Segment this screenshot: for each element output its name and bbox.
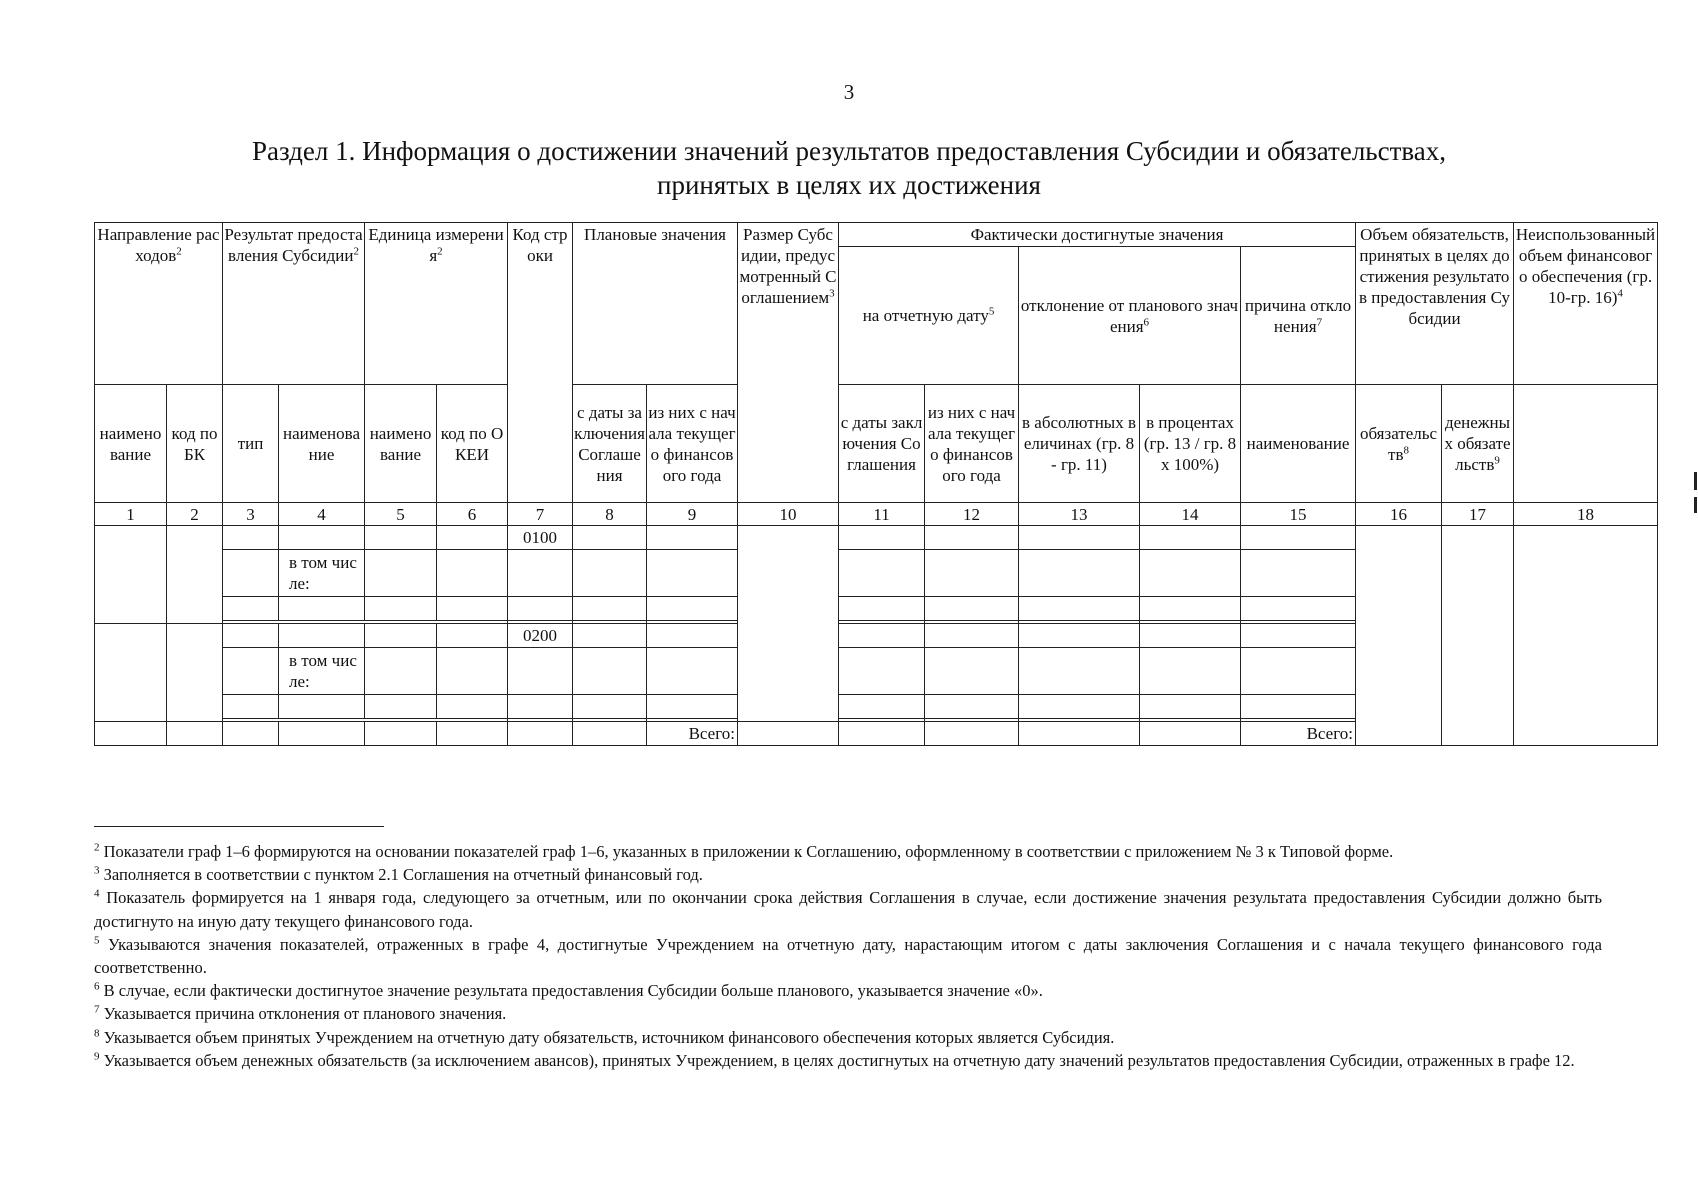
header-napravlenie: Направление расходов$^2$: [95, 223, 223, 385]
table-cell: [738, 526, 839, 722]
table-cell: [839, 597, 925, 621]
header-planovye: Плановые значения: [573, 223, 738, 385]
table-cell: [167, 526, 223, 624]
table-cell: [647, 597, 738, 621]
table-cell: [279, 722, 365, 746]
table-cell: [279, 597, 365, 621]
table-cell: [167, 722, 223, 746]
table-cell: [508, 550, 573, 597]
table-cell: [1241, 695, 1356, 719]
table-cell: [1140, 597, 1241, 621]
header-fakticheski: Фактически достигнутые значения: [839, 223, 1356, 247]
header-kod-stroki: Код строки: [508, 223, 573, 503]
table-cell: [167, 624, 223, 722]
table-cell: [839, 526, 925, 550]
table-cell: [839, 550, 925, 597]
table-cell: [1140, 526, 1241, 550]
header-obem: Объем обязательств, принятых в целях достижения результатов предоставления Субсидии: [1356, 223, 1514, 385]
footnote-6: $^6$ В случае, если фактически достигнутое значение результата предоставления Субсидии больше планового, указывается значение «0».: [94, 980, 1043, 1001]
column-number: 12: [925, 503, 1019, 526]
header-edinica: Единица измерения$^2$: [365, 223, 508, 385]
table-cell: [365, 722, 437, 746]
subheader-kod-bk: код по БК: [167, 385, 223, 503]
column-number: 13: [1019, 503, 1140, 526]
header-prichina: причина отклонения$^7$: [1241, 247, 1356, 385]
table-cell: [925, 722, 1019, 746]
table-cell: [1019, 722, 1140, 746]
column-number: 14: [1140, 503, 1241, 526]
subheader-naimenovanie: наименование: [1241, 385, 1356, 503]
table-cell: [573, 526, 647, 550]
v-tom-chisle-label: в том числе:: [279, 550, 365, 597]
table-cell: [365, 550, 437, 597]
subheader-naimenovanie: наименование: [365, 385, 437, 503]
column-number: 16: [1356, 503, 1442, 526]
footnote-4: $^4$ Показатель формируется на 1 января года, следующего за отчетным, или по окончании срока действия Соглашения в случае, если достижение значения результата предоставления Субсидии должно быть достигнуто на иную дату текущего финансового года.: [94, 887, 1603, 931]
table-cell: [223, 526, 279, 550]
header-na-otchetnuyu-datu: на отчетную дату$^5$: [839, 247, 1019, 385]
table-cell: [1019, 624, 1140, 648]
column-number: 5: [365, 503, 437, 526]
footnote-mark-8: 8: [1403, 443, 1409, 456]
subheader-s-daty-zaklyucheniya: с даты заключения Соглашения: [573, 385, 647, 503]
footnote-3: $^3$ Заполняется в соответствии с пунктом 2.1 Соглашения на отчетный финансовый год.: [94, 864, 703, 885]
scan-edge-mark: [1694, 472, 1697, 490]
table-cell: [95, 526, 167, 624]
table-cell: [1241, 624, 1356, 648]
table-cell: [1442, 526, 1514, 746]
section-title: [150, 134, 1548, 202]
table-cell: [365, 526, 437, 550]
subheader-tip: тип: [223, 385, 279, 503]
table-cell: [1241, 648, 1356, 695]
table-cell: [839, 722, 925, 746]
header-otklonenie: отклонение от планового значения$^6$: [1019, 247, 1241, 385]
table-cell: [647, 624, 738, 648]
table-cell: [1019, 550, 1140, 597]
table-cell: [1241, 550, 1356, 597]
table-cell: [508, 597, 573, 621]
table-cell: [1140, 722, 1241, 746]
column-number: 17: [1442, 503, 1514, 526]
footnote-mark-2: 2: [437, 245, 443, 258]
table-cell: [738, 722, 839, 746]
table-cell: [365, 695, 437, 719]
table-cell: [573, 648, 647, 695]
table-cell: [1140, 550, 1241, 597]
table-cell: [437, 722, 508, 746]
table-cell: [508, 695, 573, 719]
table-cell: [1019, 597, 1140, 621]
table-cell: [925, 695, 1019, 719]
subheader-absolyutnye: в абсолютных величинах (гр. 8 - гр. 11): [1019, 385, 1140, 503]
row-code-0200: 0200: [508, 624, 573, 648]
column-number: 11: [839, 503, 925, 526]
table-cell: [279, 526, 365, 550]
table-cell: [279, 624, 365, 648]
footnote-8: $^8$ Указывается объем принятых Учреждением на отчетную дату обязательств, источником финансового обеспечения которых является Субсидия.: [94, 1027, 1115, 1047]
table-cell: [223, 695, 279, 719]
subheader-obyazatelstv: обязательств$^8$: [1356, 385, 1442, 503]
vsego-label: Всего:: [647, 722, 738, 746]
table-cell: [437, 624, 508, 648]
vsego-label: Всего:: [1241, 722, 1356, 746]
subheader-iz-nih: из них с начала текущего финансового года: [925, 385, 1019, 503]
table-cell: [223, 722, 279, 746]
table-cell: [365, 597, 437, 621]
table-cell: [925, 597, 1019, 621]
footnote-mark-2: 2: [353, 245, 359, 258]
section-title-line-2: принятых в целях их достижения: [657, 170, 1041, 200]
column-number: 18: [1514, 503, 1658, 526]
subheader-procenty: в процентах (гр. 13 / гр. 8 x 100%): [1140, 385, 1241, 503]
v-tom-chisle-label: в том числе:: [279, 648, 365, 695]
table-cell: [95, 722, 167, 746]
section-title-line-1: Раздел 1. Информация о достижении значений результатов предоставления Субсидии и обязательствах,: [251, 136, 1447, 166]
scan-edge-mark: [1694, 497, 1697, 513]
table-cell: [95, 624, 167, 722]
table-cell: [647, 550, 738, 597]
table-cell: [1019, 526, 1140, 550]
table-cell: [365, 624, 437, 648]
column-number: 15: [1241, 503, 1356, 526]
subheader-s-daty-zaklyucheniya: с даты заключения Соглашения: [839, 385, 925, 503]
results-table: [94, 222, 1658, 746]
page-number: 3: [843, 80, 855, 104]
table-cell: [1514, 526, 1658, 746]
header-neispolzovanny: Неиспользованный объем финансового обеспечения (гр. 10-гр. 16)$^4$: [1514, 223, 1658, 385]
table-cell: [1241, 597, 1356, 621]
table-cell: [223, 550, 279, 597]
table-cell: [437, 648, 508, 695]
table-cell: [573, 597, 647, 621]
table-cell: [223, 648, 279, 695]
column-number: 6: [437, 503, 508, 526]
table-cell: [223, 597, 279, 621]
footnote-2: $^2$ Показатели граф 1–6 формируются на основании показателей граф 1–6, указанных в приложении к Соглашению, оформленному в соответствии с приложением № 3 к Типовой форме.: [94, 841, 1394, 861]
header-razmer: Размер Субсидии, предусмотренный Соглашением$^3$: [738, 223, 839, 503]
table-cell: [437, 526, 508, 550]
column-number: 4: [279, 503, 365, 526]
table-cell: [573, 550, 647, 597]
footnote-mark-4: 4: [1617, 287, 1623, 300]
table-cell: [1140, 624, 1241, 648]
footnote-mark-6: 6: [1143, 315, 1150, 328]
subheader-naimenovanie: наименование: [279, 385, 365, 503]
footnote-5: $^5$ Указываются значения показателей, отраженных в графе 4, достигнутые Учреждением на отчетную дату, нарастающим итогом с даты заключения Соглашения и с начала текущего финансового года соответственно.: [94, 934, 1602, 978]
footnote-mark-5: 5: [988, 305, 995, 318]
subheader-naimenovanie: наименование: [95, 385, 167, 503]
table-cell: [279, 695, 365, 719]
table-cell: [1140, 648, 1241, 695]
table-cell: [573, 624, 647, 648]
subheader-kod-okei: код по ОКЕИ: [437, 385, 508, 503]
table-cell: [1019, 648, 1140, 695]
table-cell: [1241, 526, 1356, 550]
footnote-7: $^7$ Указывается причина отклонения от планового значения.: [94, 1003, 507, 1024]
table-cell: [925, 526, 1019, 550]
table-cell: [839, 695, 925, 719]
table-cell: [1140, 695, 1241, 719]
row-code-0100: 0100: [508, 526, 573, 550]
table-cell: [839, 624, 925, 648]
table-cell: [839, 648, 925, 695]
table-cell: [223, 624, 279, 648]
table-cell: [647, 695, 738, 719]
column-number: 8: [573, 503, 647, 526]
header-rezultat: Результат предоставления Субсидии$^2$: [223, 223, 365, 385]
footnote-mark-7: 7: [1316, 315, 1323, 328]
column-number: 2: [167, 503, 223, 526]
column-number: 1: [95, 503, 167, 526]
table-cell: [365, 648, 437, 695]
table-cell: [925, 648, 1019, 695]
table-cell: [573, 722, 647, 746]
table-cell: [437, 695, 508, 719]
footnote-mark-2: 2: [176, 245, 182, 258]
column-number: 10: [738, 503, 839, 526]
footnote-9: $^9$ Указывается объем денежных обязательств (за исключением авансов), принятых Учреждением, в целях достигнутых на отчетную дату значений результатов предоставления Субсидии, отраженных в графе 12.: [94, 1050, 1575, 1070]
table-cell: [573, 695, 647, 719]
subheader-empty: [1514, 385, 1658, 503]
table-cell: [925, 624, 1019, 648]
subheader-denezhnyh: денежных обязательств$^9$: [1442, 385, 1514, 503]
table-cell: [1356, 526, 1442, 746]
table-cell: [437, 597, 508, 621]
table-cell: [508, 648, 573, 695]
table-cell: [647, 526, 738, 550]
table-cell: [508, 722, 573, 746]
column-number: 7: [508, 503, 573, 526]
table-cell: [1019, 695, 1140, 719]
column-number: 9: [647, 503, 738, 526]
footnote-mark-3: 3: [829, 287, 835, 300]
column-number: 3: [223, 503, 279, 526]
table-cell: [437, 550, 508, 597]
footnote-mark-9: 9: [1494, 454, 1500, 467]
footnotes: [94, 840, 1602, 1072]
subheader-iz-nih: из них с начала текущего финансового года: [647, 385, 738, 503]
table-cell: [925, 550, 1019, 597]
footnote-divider: [94, 826, 384, 827]
table-cell: [647, 648, 738, 695]
